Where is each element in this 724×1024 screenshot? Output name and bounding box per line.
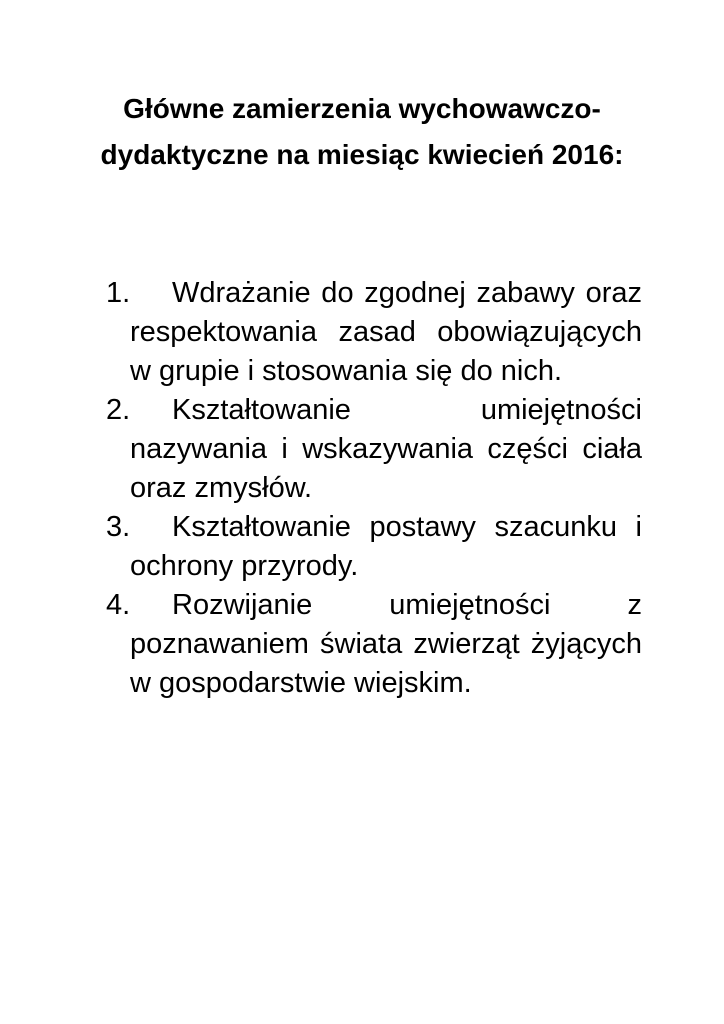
- list-item-number: 2.: [106, 394, 131, 426]
- list-item: [106, 508, 642, 586]
- list-item-text: Rozwijanie umiejętności z poznawaniem świata zwierząt żyjących w gospodarstwie wiejskim.: [130, 589, 642, 699]
- list-item-number: 4.: [106, 589, 131, 621]
- list-item: [106, 274, 642, 391]
- list-item-text: Kształtowanie umiejętności nazywania i wskazywania części ciała oraz zmysłów.: [130, 394, 642, 504]
- list-item: [106, 391, 642, 508]
- list-item: [106, 586, 642, 703]
- list-item-number: 1.: [106, 277, 131, 309]
- document-title: Główne zamierzenia wychowawczo-dydaktyczne na miesiąc kwiecień 2016:: [100, 93, 624, 170]
- list-item-number: 3.: [106, 511, 131, 543]
- list-item-text: Kształtowanie postawy szacunku i ochrony przyrody.: [130, 511, 642, 582]
- goals-list: [106, 274, 642, 703]
- list-item-text: Wdrażanie do zgodnej zabawy oraz respektowania zasad obowiązujących w grupie i stosowania się do nich.: [130, 277, 642, 387]
